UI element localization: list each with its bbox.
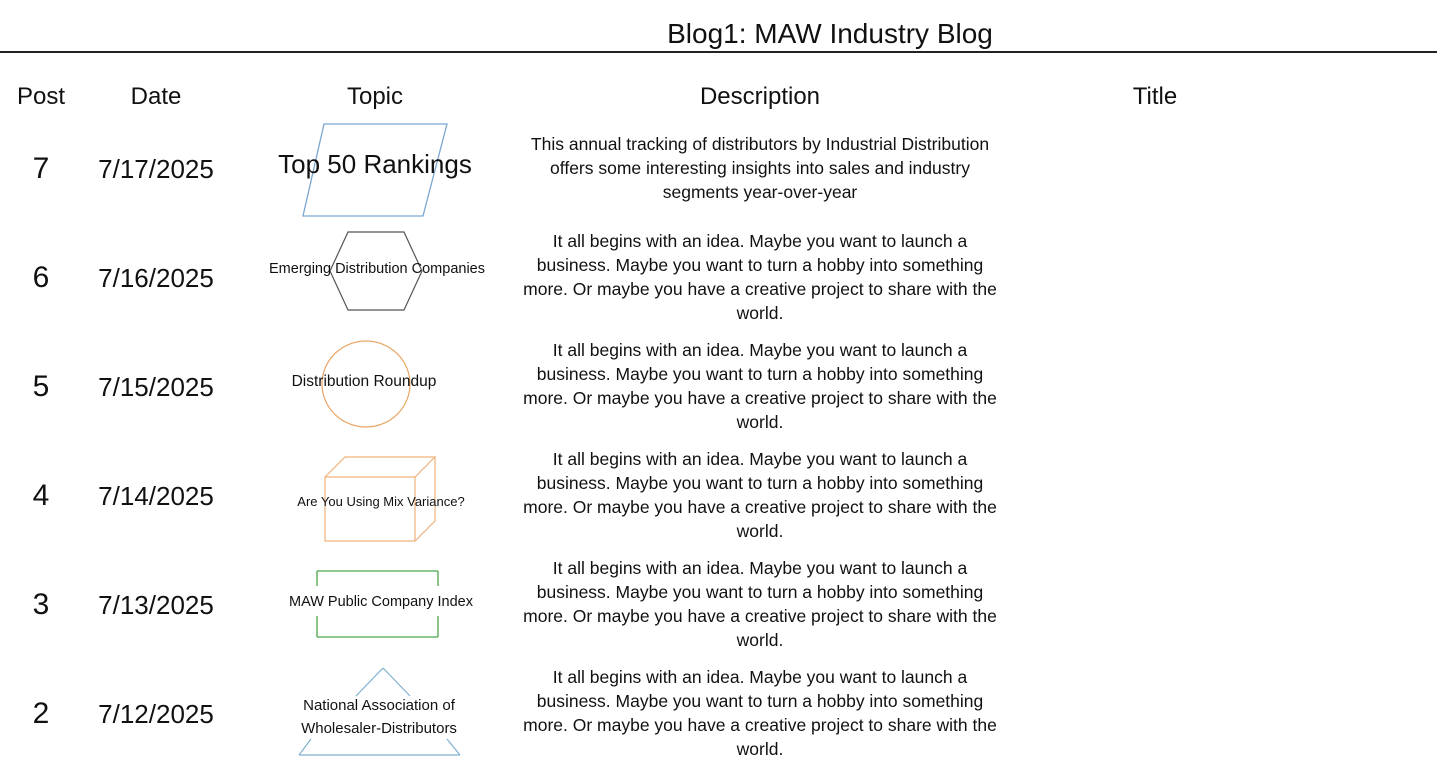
topic-label-line-1: National Association of bbox=[303, 697, 455, 714]
topic-tile-top-50-rankings[interactable] bbox=[250, 118, 500, 218]
topic-tile-distribution-roundup[interactable] bbox=[250, 336, 500, 436]
post-number: 5 bbox=[32, 370, 50, 403]
post-description: It all begins with an idea. Maybe you want to launch a business. Maybe you want to turn a hobby into something more. Or maybe you have a creative project to share with the world. bbox=[523, 558, 997, 650]
post-date: 7/17/2025 bbox=[98, 154, 214, 184]
post-description: It all begins with an idea. Maybe you want to launch a business. Maybe you want to turn a hobby into something more. Or maybe you have a creative project to share with the world. bbox=[523, 231, 997, 323]
post-date: 7/14/2025 bbox=[98, 481, 214, 511]
page-title: Blog1: MAW Industry Blog bbox=[667, 18, 993, 49]
topic-label: Distribution Roundup bbox=[291, 373, 437, 390]
column-header-date: Date bbox=[130, 83, 182, 110]
post-date: 7/12/2025 bbox=[98, 699, 214, 729]
column-header-description: Description bbox=[699, 83, 821, 110]
post-number: 2 bbox=[32, 697, 50, 730]
topic-tile-mix-variance[interactable] bbox=[250, 445, 500, 545]
post-description: It all begins with an idea. Maybe you want to launch a business. Maybe you want to turn a hobby into something more. Or maybe you have a creative project to share with the world. bbox=[523, 667, 997, 759]
post-date: 7/16/2025 bbox=[98, 263, 214, 293]
post-description: It all begins with an idea. Maybe you want to launch a business. Maybe you want to turn a hobby into something more. Or maybe you have a creative project to share with the world. bbox=[523, 449, 997, 541]
topic-tile-public-company-index[interactable] bbox=[250, 554, 500, 654]
topic-tile-emerging-distribution-companies[interactable] bbox=[250, 227, 500, 327]
post-number: 6 bbox=[32, 261, 50, 294]
topic-label: Are You Using Mix Variance? bbox=[297, 494, 465, 509]
post-row-5 bbox=[0, 336, 1437, 445]
topic-tile-national-association[interactable] bbox=[250, 663, 500, 763]
column-header-post: Post bbox=[16, 83, 66, 110]
topic-label-line-2: Wholesaler-Distributors bbox=[301, 720, 457, 737]
post-date: 7/15/2025 bbox=[98, 372, 214, 402]
topic-label: Top 50 Rankings bbox=[278, 149, 472, 179]
post-number: 3 bbox=[32, 588, 50, 621]
post-row-6 bbox=[0, 227, 1437, 336]
post-row-2 bbox=[0, 663, 1437, 772]
post-row-7 bbox=[0, 118, 1437, 227]
topic-label: MAW Public Company Index bbox=[288, 594, 473, 610]
column-header-title: Title bbox=[1132, 83, 1178, 110]
title-divider bbox=[0, 51, 1437, 53]
post-number: 4 bbox=[32, 479, 50, 512]
topic-label: Emerging Distribution Companies bbox=[269, 261, 485, 277]
post-number: 7 bbox=[32, 152, 50, 185]
post-description: It all begins with an idea. Maybe you want to launch a business. Maybe you want to turn a hobby into something more. Or maybe you have a creative project to share with the world. bbox=[523, 340, 997, 432]
post-date: 7/13/2025 bbox=[98, 590, 214, 620]
post-row-3 bbox=[0, 554, 1437, 663]
post-description: This annual tracking of distributors by Industrial Distribution offers some interesting insights into sales and industry segments year-over-year bbox=[530, 134, 990, 202]
column-header-topic: Topic bbox=[346, 83, 404, 110]
post-row-4 bbox=[0, 445, 1437, 554]
